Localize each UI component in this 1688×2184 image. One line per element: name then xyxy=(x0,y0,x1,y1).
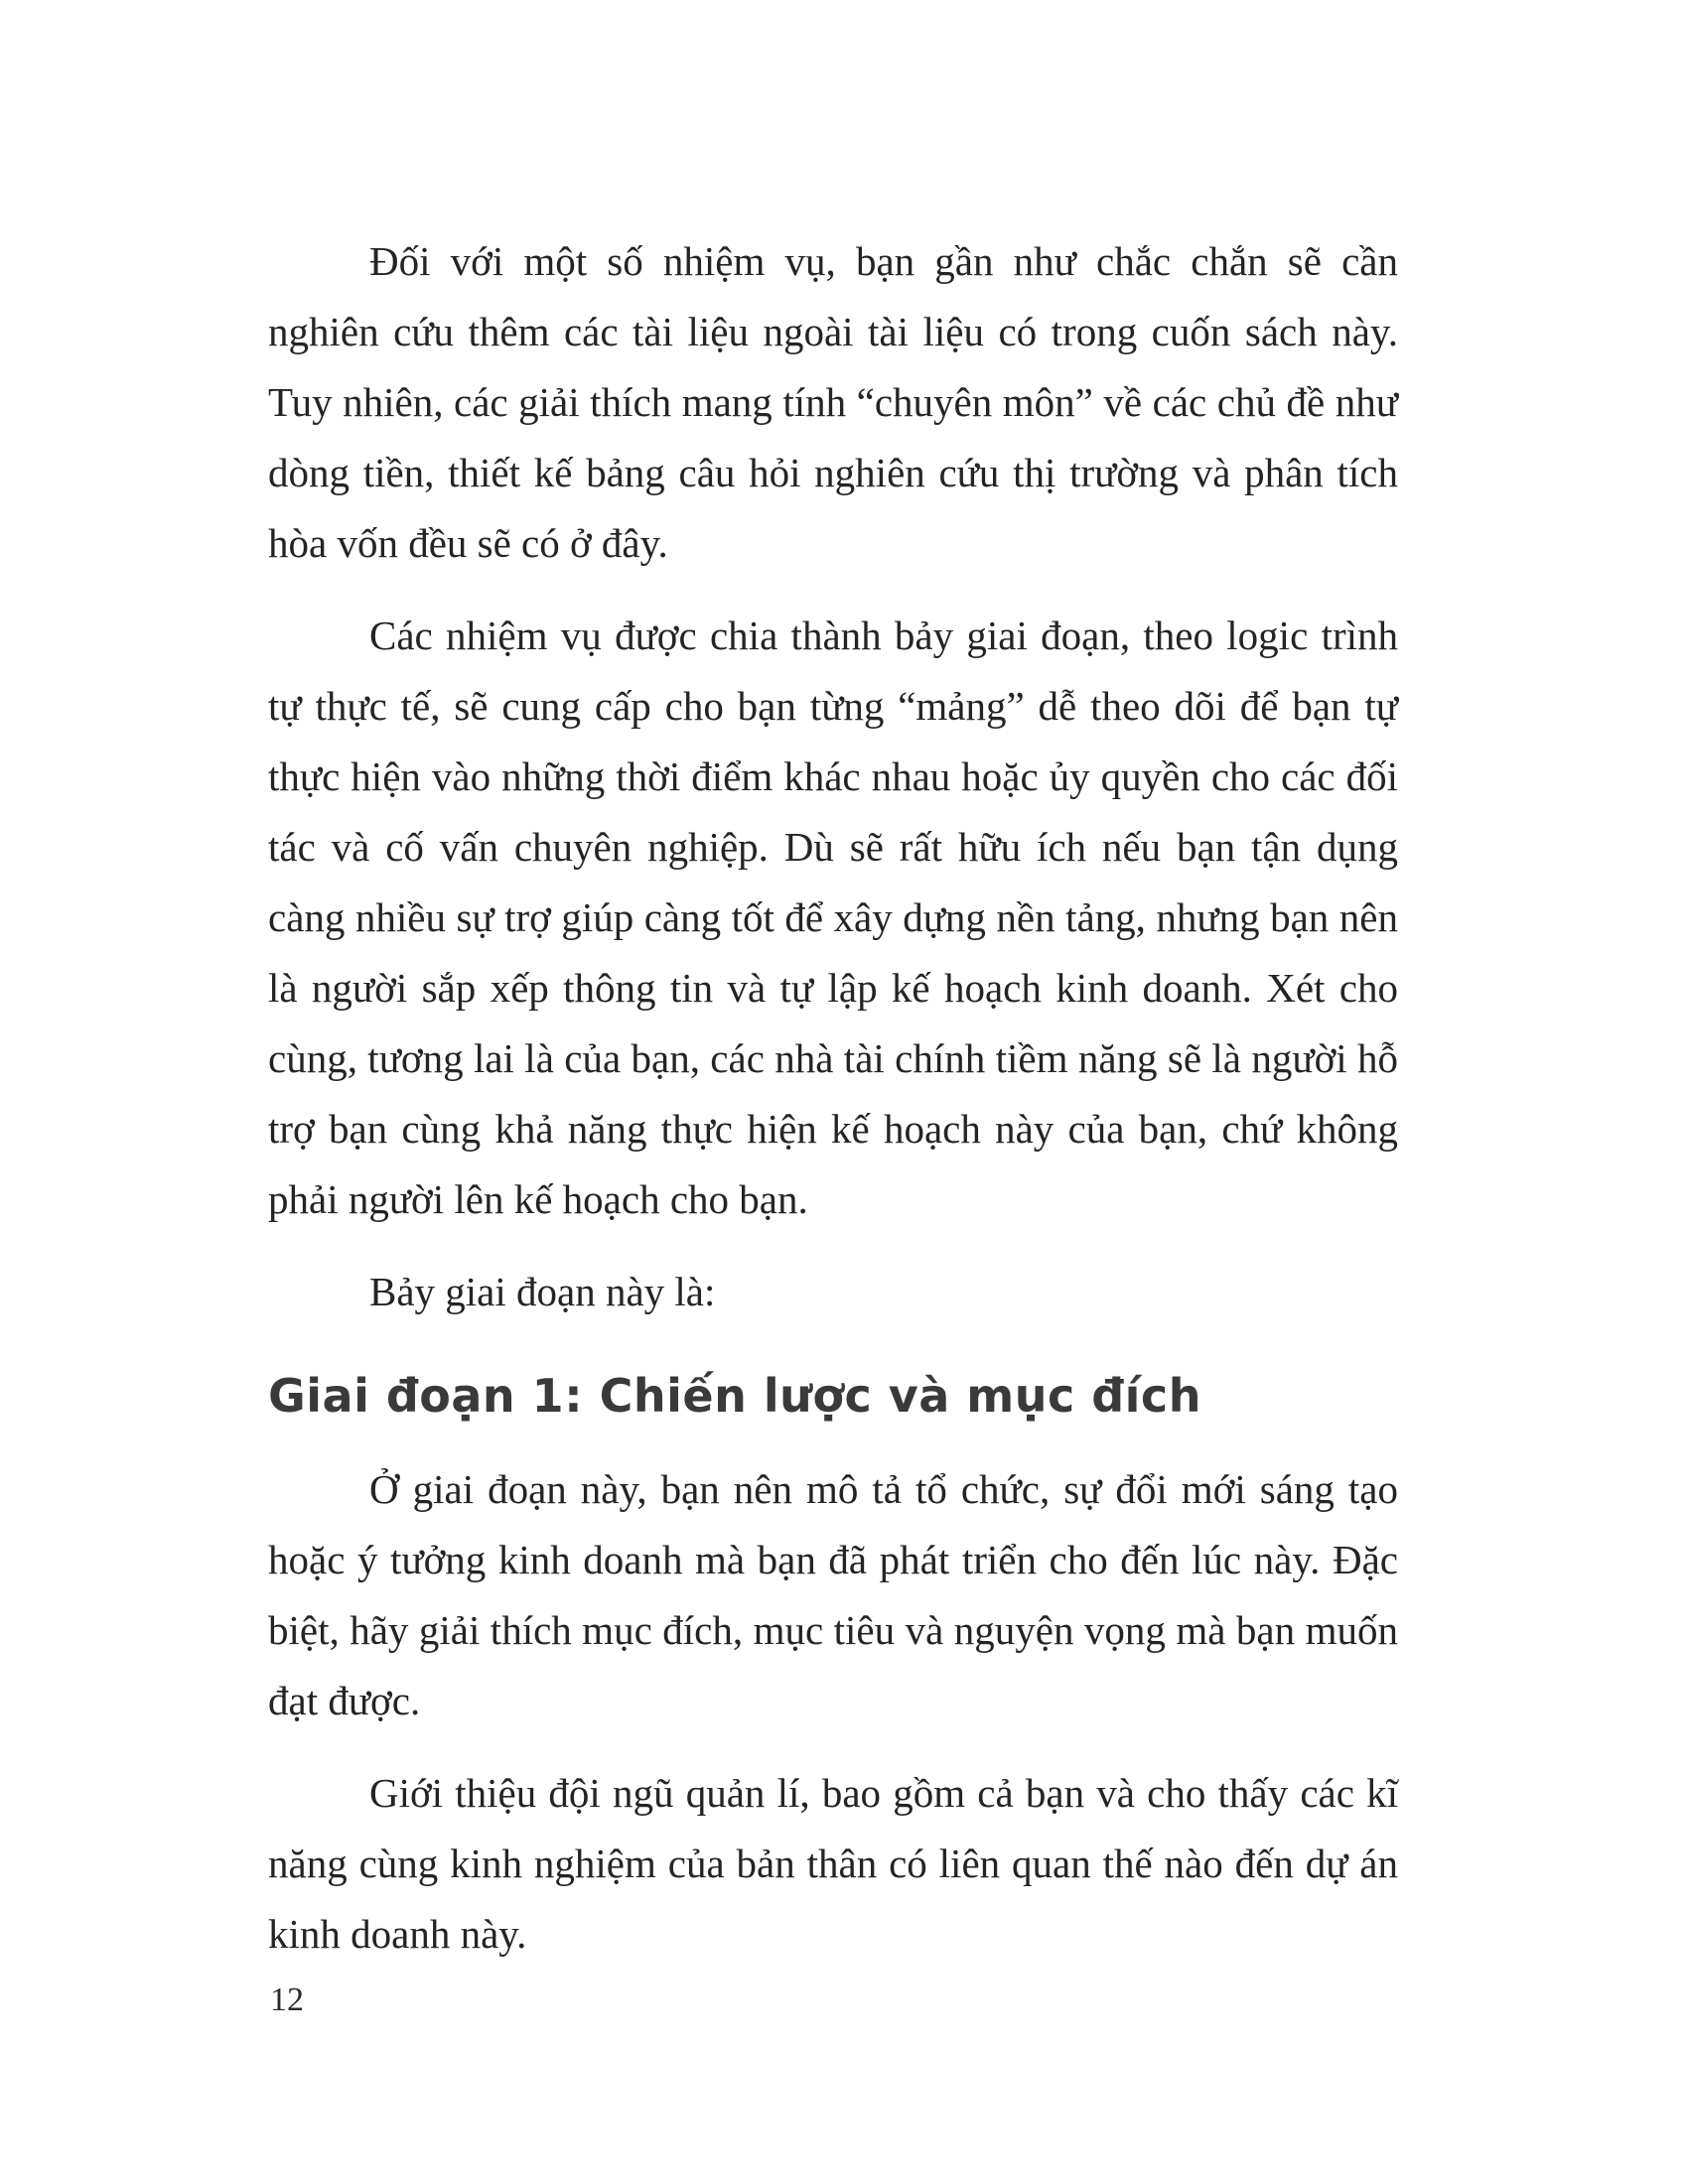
paragraph-intro-2: Các nhiệm vụ được chia thành bảy giai đoạn, theo logic trình tự thực tế, sẽ cung cấp cho bạn từng “mảng” dễ theo dõi để bạn tự thực hiện vào những thời điểm khác nhau hoặc ủy quyền cho các đối tác và cố vấn chuyên nghiệp. Dù sẽ rất hữu ích nếu bạn tận dụng càng nhiều sự trợ giúp càng tốt để xây dựng nền tảng, nhưng bạn nên là người sắp xếp thông tin và tự lập kế hoạch kinh doanh. Xét cho cùng, tương lai là của bạn, các nhà tài chính tiềm năng sẽ là người hỗ trợ bạn cùng khả năng thực hiện kế hoạch này của bạn, chứ không phải người lên kế hoạch cho bạn. xyxy=(268,613,1398,1222)
page-text-block xyxy=(268,226,1398,1970)
section-heading: Giai đoạn 1: Chiến lược và mục đích xyxy=(268,1369,1201,1423)
paragraph-intro-1: Đối với một số nhiệm vụ, bạn gần như chắc chắn sẽ cần nghiên cứu thêm các tài liệu ngoài tài liệu có trong cuốn sách này. Tuy nhiên, các giải thích mang tính “chuyên môn” về các chủ đề như dòng tiền, thiết kế bảng câu hỏi nghiên cứu thị trường và phân tích hòa vốn đều sẽ có ở đây. xyxy=(268,238,1398,566)
page-number: 12 xyxy=(270,1981,304,2018)
paragraph-section-1: Ở giai đoạn này, bạn nên mô tả tổ chức, sự đổi mới sáng tạo hoặc ý tưởng kinh doanh mà bạn đã phát triển cho đến lúc này. Đặc biệt, hãy giải thích mục đích, mục tiêu và nguyện vọng mà bạn muốn đạt được. xyxy=(268,1466,1398,1723)
paragraph-lead-in: Bảy giai đoạn này là: xyxy=(369,1269,716,1314)
paragraph-section-2: Giới thiệu đội ngũ quản lí, bao gồm cả bạn và cho thấy các kĩ năng cùng kinh nghiệm của bản thân có liên quan thế nào đến dự án kinh doanh này. xyxy=(268,1770,1398,1957)
